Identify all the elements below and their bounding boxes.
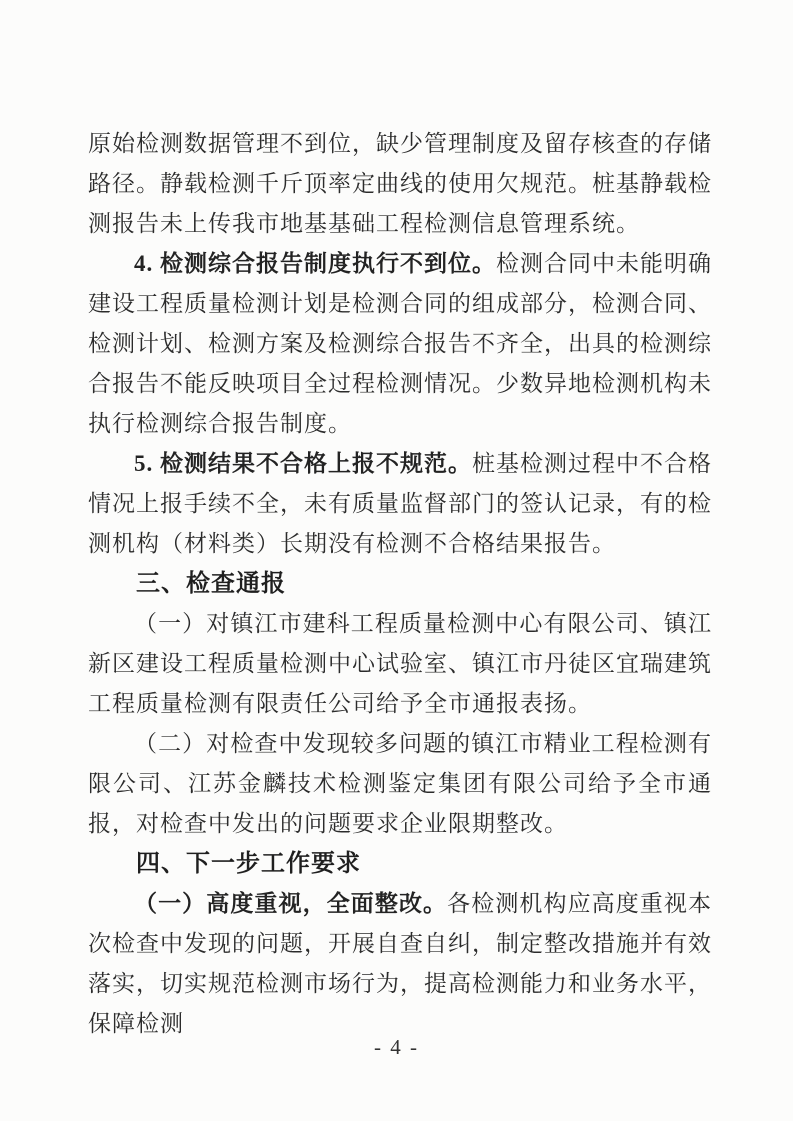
paragraph-criticism: （二）对检查中发现较多问题的镇江市精业工程检测有限公司、江苏金麟技术检测鉴定集团有限公司给予全市通报，对检查中发出的问题要求企业限期整改。	[88, 731, 712, 836]
paragraph-rectification	[88, 884, 712, 1044]
paragraph-continuation: 原始检测数据管理不到位，缺少管理制度及留存核查的存储路径。静载检测千斤顶率定曲线的使用欠规范。桩基静载检测报告未上传我市地基基础工程检测信息管理系统。	[88, 131, 712, 236]
paragraph-item-5-lead: 5. 检测结果不合格上报不规范。	[134, 451, 472, 476]
paragraph-item-4-text: 检测合同中未能明确建设工程质量检测计划是检测合同的组成部分，检测合同、检测计划、检测方案及检测综合报告不齐全，出具的检测综合报告不能反映项目全过程检测情况。少数异地检测机构未执行检测综合报告制度。	[88, 251, 712, 436]
section-heading-next-step-requirements: 四、下一步工作要求	[136, 850, 361, 877]
paragraph-item-4	[88, 244, 712, 444]
paragraph-rectification-text: 各检测机构应高度重视本次检查中发现的问题，开展自查自纠，制定整改措施并有效落实，切实规范检测市场行为，提高检测能力和业务水平，保障检测	[88, 891, 713, 1036]
document-body	[88, 124, 712, 1044]
paragraph-rectification-lead: （一）高度重视，全面整改。	[134, 891, 448, 916]
paragraph-item-5	[88, 444, 712, 564]
paragraph-item-5-text: 桩基检测过程中不合格情况上报手续不全，未有质量监督部门的签认记录，有的检测机构（材料类）长期没有检测不合格结果报告。	[88, 451, 712, 556]
paragraph-item-4-lead: 4. 检测综合报告制度执行不到位。	[134, 251, 496, 276]
paragraph-commendation: （一）对镇江市建科工程质量检测中心有限公司、镇江新区建设工程质量检测中心试验室、镇江市丹徒区宜瑞建筑工程质量检测有限责任公司给予全市通报表扬。	[88, 611, 712, 716]
section-heading-inspection-notification: 三、检查通报	[136, 570, 286, 597]
page-number: - 4 -	[374, 1035, 419, 1059]
